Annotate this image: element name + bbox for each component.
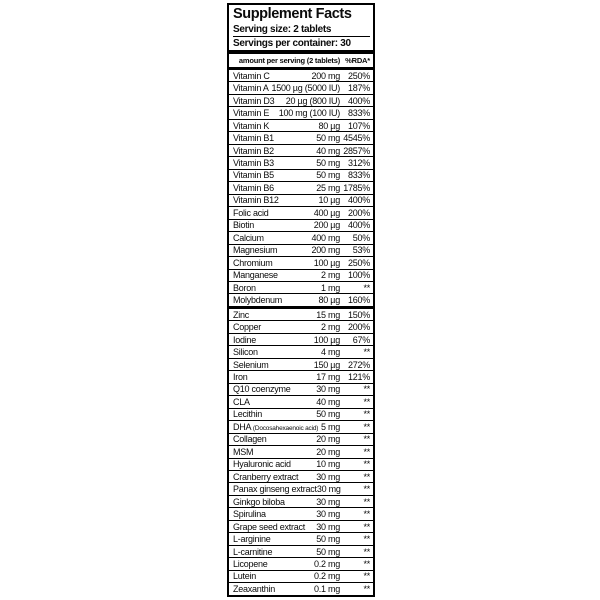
- ingredient-amount: 5 mg: [320, 421, 340, 432]
- ingredient-rda: 107%: [347, 120, 370, 131]
- table-row: [229, 293, 373, 305]
- table-row: [229, 532, 373, 544]
- ingredient-name: Vitamin B6: [233, 182, 274, 193]
- table-row: [229, 582, 373, 594]
- ingredient-name: Magnesium: [233, 245, 278, 256]
- ingredient-rda: **: [363, 583, 370, 594]
- table-row: [229, 570, 373, 582]
- ingredient-name: Vitamin E: [233, 108, 270, 119]
- table-row: [229, 306, 373, 320]
- ingredient-rda: **: [363, 559, 370, 570]
- ingredient-name: L-arginine: [233, 534, 271, 545]
- ingredient-rda: **: [363, 546, 370, 557]
- table-row: [229, 156, 373, 168]
- table-row: [229, 181, 373, 193]
- table-row: [229, 169, 373, 181]
- ingredient-name: Calcium: [233, 232, 264, 243]
- table-row: [229, 408, 373, 420]
- table-row: [229, 144, 373, 156]
- table-row: [229, 320, 373, 332]
- ingredient-name: Silicon: [233, 347, 258, 358]
- table-row: [229, 206, 373, 218]
- ingredient-name: Vitamin A: [233, 83, 269, 94]
- ingredient-name: Iron: [233, 371, 248, 382]
- ingredient-name: Collagen: [233, 434, 267, 445]
- ingredient-rda: 67%: [352, 334, 370, 345]
- table-row: [229, 106, 373, 118]
- ingredient-name: Vitamin B2: [233, 145, 274, 156]
- ingredient-rda: 833%: [347, 170, 370, 181]
- ingredient-amount: 80 µg: [318, 295, 340, 306]
- amount-column-header: amount per serving (2 tablets): [238, 56, 340, 65]
- ingredient-amount: 10 mg: [316, 459, 340, 470]
- table-row: [229, 445, 373, 457]
- ingredient-name: Zinc: [233, 309, 250, 320]
- ingredient-rda: 150%: [347, 309, 370, 320]
- ingredient-rda: 250%: [347, 70, 370, 81]
- table-row: [229, 194, 373, 206]
- ingredient-name: Vitamin B1: [233, 133, 274, 144]
- ingredient-amount: 50 mg: [316, 133, 340, 144]
- table-row: [229, 281, 373, 293]
- table-row: [229, 256, 373, 268]
- ingredient-name: Spirulina: [233, 509, 266, 520]
- ingredient-rda: **: [363, 421, 370, 432]
- ingredient-amount: 50 mg: [316, 534, 340, 545]
- ingredient-amount: 50 mg: [316, 409, 340, 420]
- ingredient-rda: **: [363, 396, 370, 407]
- ingredient-amount: 80 µg: [318, 120, 340, 131]
- table-row: [229, 333, 373, 345]
- ingredient-amount: 25 mg: [316, 182, 340, 193]
- ingredient-rda: **: [363, 509, 370, 520]
- ingredient-rda: 50%: [352, 232, 370, 243]
- ingredient-amount: 30 mg: [316, 509, 340, 520]
- nutrient-rows: [229, 70, 373, 595]
- ingredient-amount: 1500 µg (5000 IU): [271, 83, 340, 94]
- table-row: [229, 358, 373, 370]
- ingredient-rda: 121%: [347, 371, 370, 382]
- ingredient-name: Folic acid: [233, 207, 269, 218]
- table-row: [229, 81, 373, 93]
- ingredient-rda: 1785%: [343, 182, 370, 193]
- table-row: [229, 244, 373, 256]
- ingredient-rda: 400%: [347, 220, 370, 231]
- ingredient-amount: 40 mg: [316, 396, 340, 407]
- ingredient-name: Grape seed extract: [233, 521, 306, 532]
- table-row: [229, 395, 373, 407]
- ingredient-rda: **: [363, 471, 370, 482]
- table-row: [229, 219, 373, 231]
- ingredient-amount: 4 mg: [320, 347, 340, 358]
- ingredient-rda: 400%: [347, 195, 370, 206]
- ingredient-name: Chromium: [233, 257, 273, 268]
- ingredient-name: Ginkgo biloba: [233, 496, 285, 507]
- ingredient-amount: 30 mg: [316, 496, 340, 507]
- ingredient-rda: 200%: [347, 207, 370, 218]
- ingredient-amount: 0.1 mg: [313, 583, 340, 594]
- ingredient-amount: 100 mg (100 IU): [278, 108, 340, 119]
- ingredient-rda: **: [363, 571, 370, 582]
- ingredient-rda: 53%: [352, 245, 370, 256]
- ingredient-amount: 30 mg: [316, 384, 340, 395]
- ingredient-amount: 100 µg: [313, 334, 340, 345]
- ingredient-rda: 100%: [347, 270, 370, 281]
- ingredient-name: MSM: [233, 446, 254, 457]
- table-row: [229, 94, 373, 106]
- ingredient-name: Iodine: [233, 334, 257, 345]
- table-row: [229, 370, 373, 382]
- ingredient-name: Zeaxanthin: [233, 583, 276, 594]
- ingredient-rda: 400%: [347, 95, 370, 106]
- table-row: [229, 70, 373, 81]
- ingredient-rda: 312%: [347, 158, 370, 169]
- ingredient-rda: 160%: [347, 295, 370, 306]
- ingredient-name: Q10 coenzyme: [233, 384, 291, 395]
- ingredient-rda: **: [363, 434, 370, 445]
- ingredient-rda: **: [363, 446, 370, 457]
- table-row: [229, 458, 373, 470]
- ingredient-amount: 400 µg: [313, 207, 340, 218]
- ingredient-amount: 0.2 mg: [313, 571, 340, 582]
- ingredient-rda: **: [363, 484, 370, 495]
- ingredient-amount: 50 mg: [316, 158, 340, 169]
- ingredient-name: Manganese: [233, 270, 278, 281]
- ingredient-amount: 50 mg: [316, 170, 340, 181]
- ingredient-rda: 833%: [347, 108, 370, 119]
- ingredient-name: Selenium: [233, 359, 269, 370]
- table-row: [229, 482, 373, 494]
- ingredient-name: Lutein: [233, 571, 257, 582]
- ingredient-rda: 2857%: [343, 145, 370, 156]
- table-row: [229, 131, 373, 143]
- ingredient-amount: 150 µg: [313, 359, 340, 370]
- ingredient-amount: 20 mg: [316, 434, 340, 445]
- table-row: [229, 557, 373, 569]
- supplement-facts-label: [227, 3, 375, 597]
- ingredient-amount: 17 mg: [316, 371, 340, 382]
- table-row: [229, 470, 373, 482]
- ingredient-amount: 40 mg: [316, 145, 340, 156]
- ingredient-amount: 2 mg: [320, 270, 340, 281]
- ingredient-amount: 200 mg: [311, 245, 340, 256]
- ingredient-rda: 200%: [347, 322, 370, 333]
- ingredient-name: Vitamin B5: [233, 170, 274, 181]
- ingredient-name: Lecithin: [233, 409, 263, 420]
- ingredient-name: Copper: [233, 322, 262, 333]
- ingredient-amount: 30 mg: [316, 521, 340, 532]
- ingredient-rda: 272%: [347, 359, 370, 370]
- table-row: [229, 545, 373, 557]
- ingredient-name: L-carnitine: [233, 546, 273, 557]
- rda-column-header: %RDA*: [345, 56, 370, 65]
- ingredient-name: CLA: [233, 396, 250, 407]
- serving-size: Serving size: 2 tablets: [233, 24, 332, 35]
- table-row: [229, 420, 373, 432]
- ingredient-amount: 15 mg: [316, 309, 340, 320]
- ingredient-amount: 200 mg: [311, 70, 340, 81]
- table-row: [229, 495, 373, 507]
- table-row: [229, 345, 373, 357]
- ingredient-name: Molybdenum: [233, 295, 283, 306]
- ingredient-name: Vitamin B3: [233, 158, 274, 169]
- ingredient-rda: **: [363, 534, 370, 545]
- ingredient-name-note: (Docosahexaenoic acid): [251, 424, 319, 432]
- table-row: [229, 119, 373, 131]
- ingredient-amount: 0.2 mg: [313, 559, 340, 570]
- table-row: [229, 520, 373, 532]
- ingredient-amount: 2 mg: [320, 322, 340, 333]
- table-row: [229, 231, 373, 243]
- ingredient-amount: 30 mg: [316, 484, 341, 495]
- ingredient-amount: 20 µg (800 IU): [285, 95, 340, 106]
- ingredient-amount: 30 mg: [316, 471, 340, 482]
- servings-per-container: Servings per container: 30: [233, 36, 370, 50]
- ingredient-name: Vitamin D3: [233, 95, 275, 106]
- ingredient-amount: 400 mg: [311, 232, 340, 243]
- ingredient-name: Biotin: [233, 220, 255, 231]
- column-header-row: [229, 54, 373, 67]
- ingredient-rda: 4545%: [343, 133, 370, 144]
- table-row: [229, 433, 373, 445]
- ingredient-amount: 1 mg: [320, 282, 340, 293]
- ingredient-name: Cranberry extract: [233, 471, 299, 482]
- ingredient-name: Vitamin K: [233, 120, 270, 131]
- ingredient-amount: 10 µg: [318, 195, 340, 206]
- ingredient-name: Panax ginseng extract: [233, 484, 317, 495]
- label-header: [229, 5, 373, 50]
- ingredient-amount: 20 mg: [316, 446, 340, 457]
- ingredient-amount: 200 µg: [313, 220, 340, 231]
- ingredient-name: Boron: [233, 282, 256, 293]
- ingredient-name: Hyaluronic acid: [233, 459, 291, 470]
- table-row: [229, 507, 373, 519]
- ingredient-amount: 50 mg: [316, 546, 340, 557]
- table-row: [229, 269, 373, 281]
- label-title: Supplement Facts: [233, 6, 352, 22]
- ingredient-name: Vitamin B12: [233, 195, 279, 206]
- ingredient-name: Vitamin C: [233, 70, 270, 81]
- ingredient-rda: **: [363, 496, 370, 507]
- ingredient-name: DHA (Docosahexaenoic acid): [233, 421, 319, 432]
- ingredient-amount: 100 µg: [313, 257, 340, 268]
- ingredient-rda: **: [363, 409, 370, 420]
- ingredient-rda: **: [363, 521, 370, 532]
- ingredient-rda: **: [363, 459, 370, 470]
- ingredient-rda: **: [363, 384, 370, 395]
- ingredient-rda: **: [363, 347, 370, 358]
- ingredient-name: Licopene: [233, 559, 268, 570]
- ingredient-rda: 187%: [347, 83, 370, 94]
- ingredient-rda: **: [363, 282, 370, 293]
- ingredient-rda: 250%: [347, 257, 370, 268]
- table-row: [229, 383, 373, 395]
